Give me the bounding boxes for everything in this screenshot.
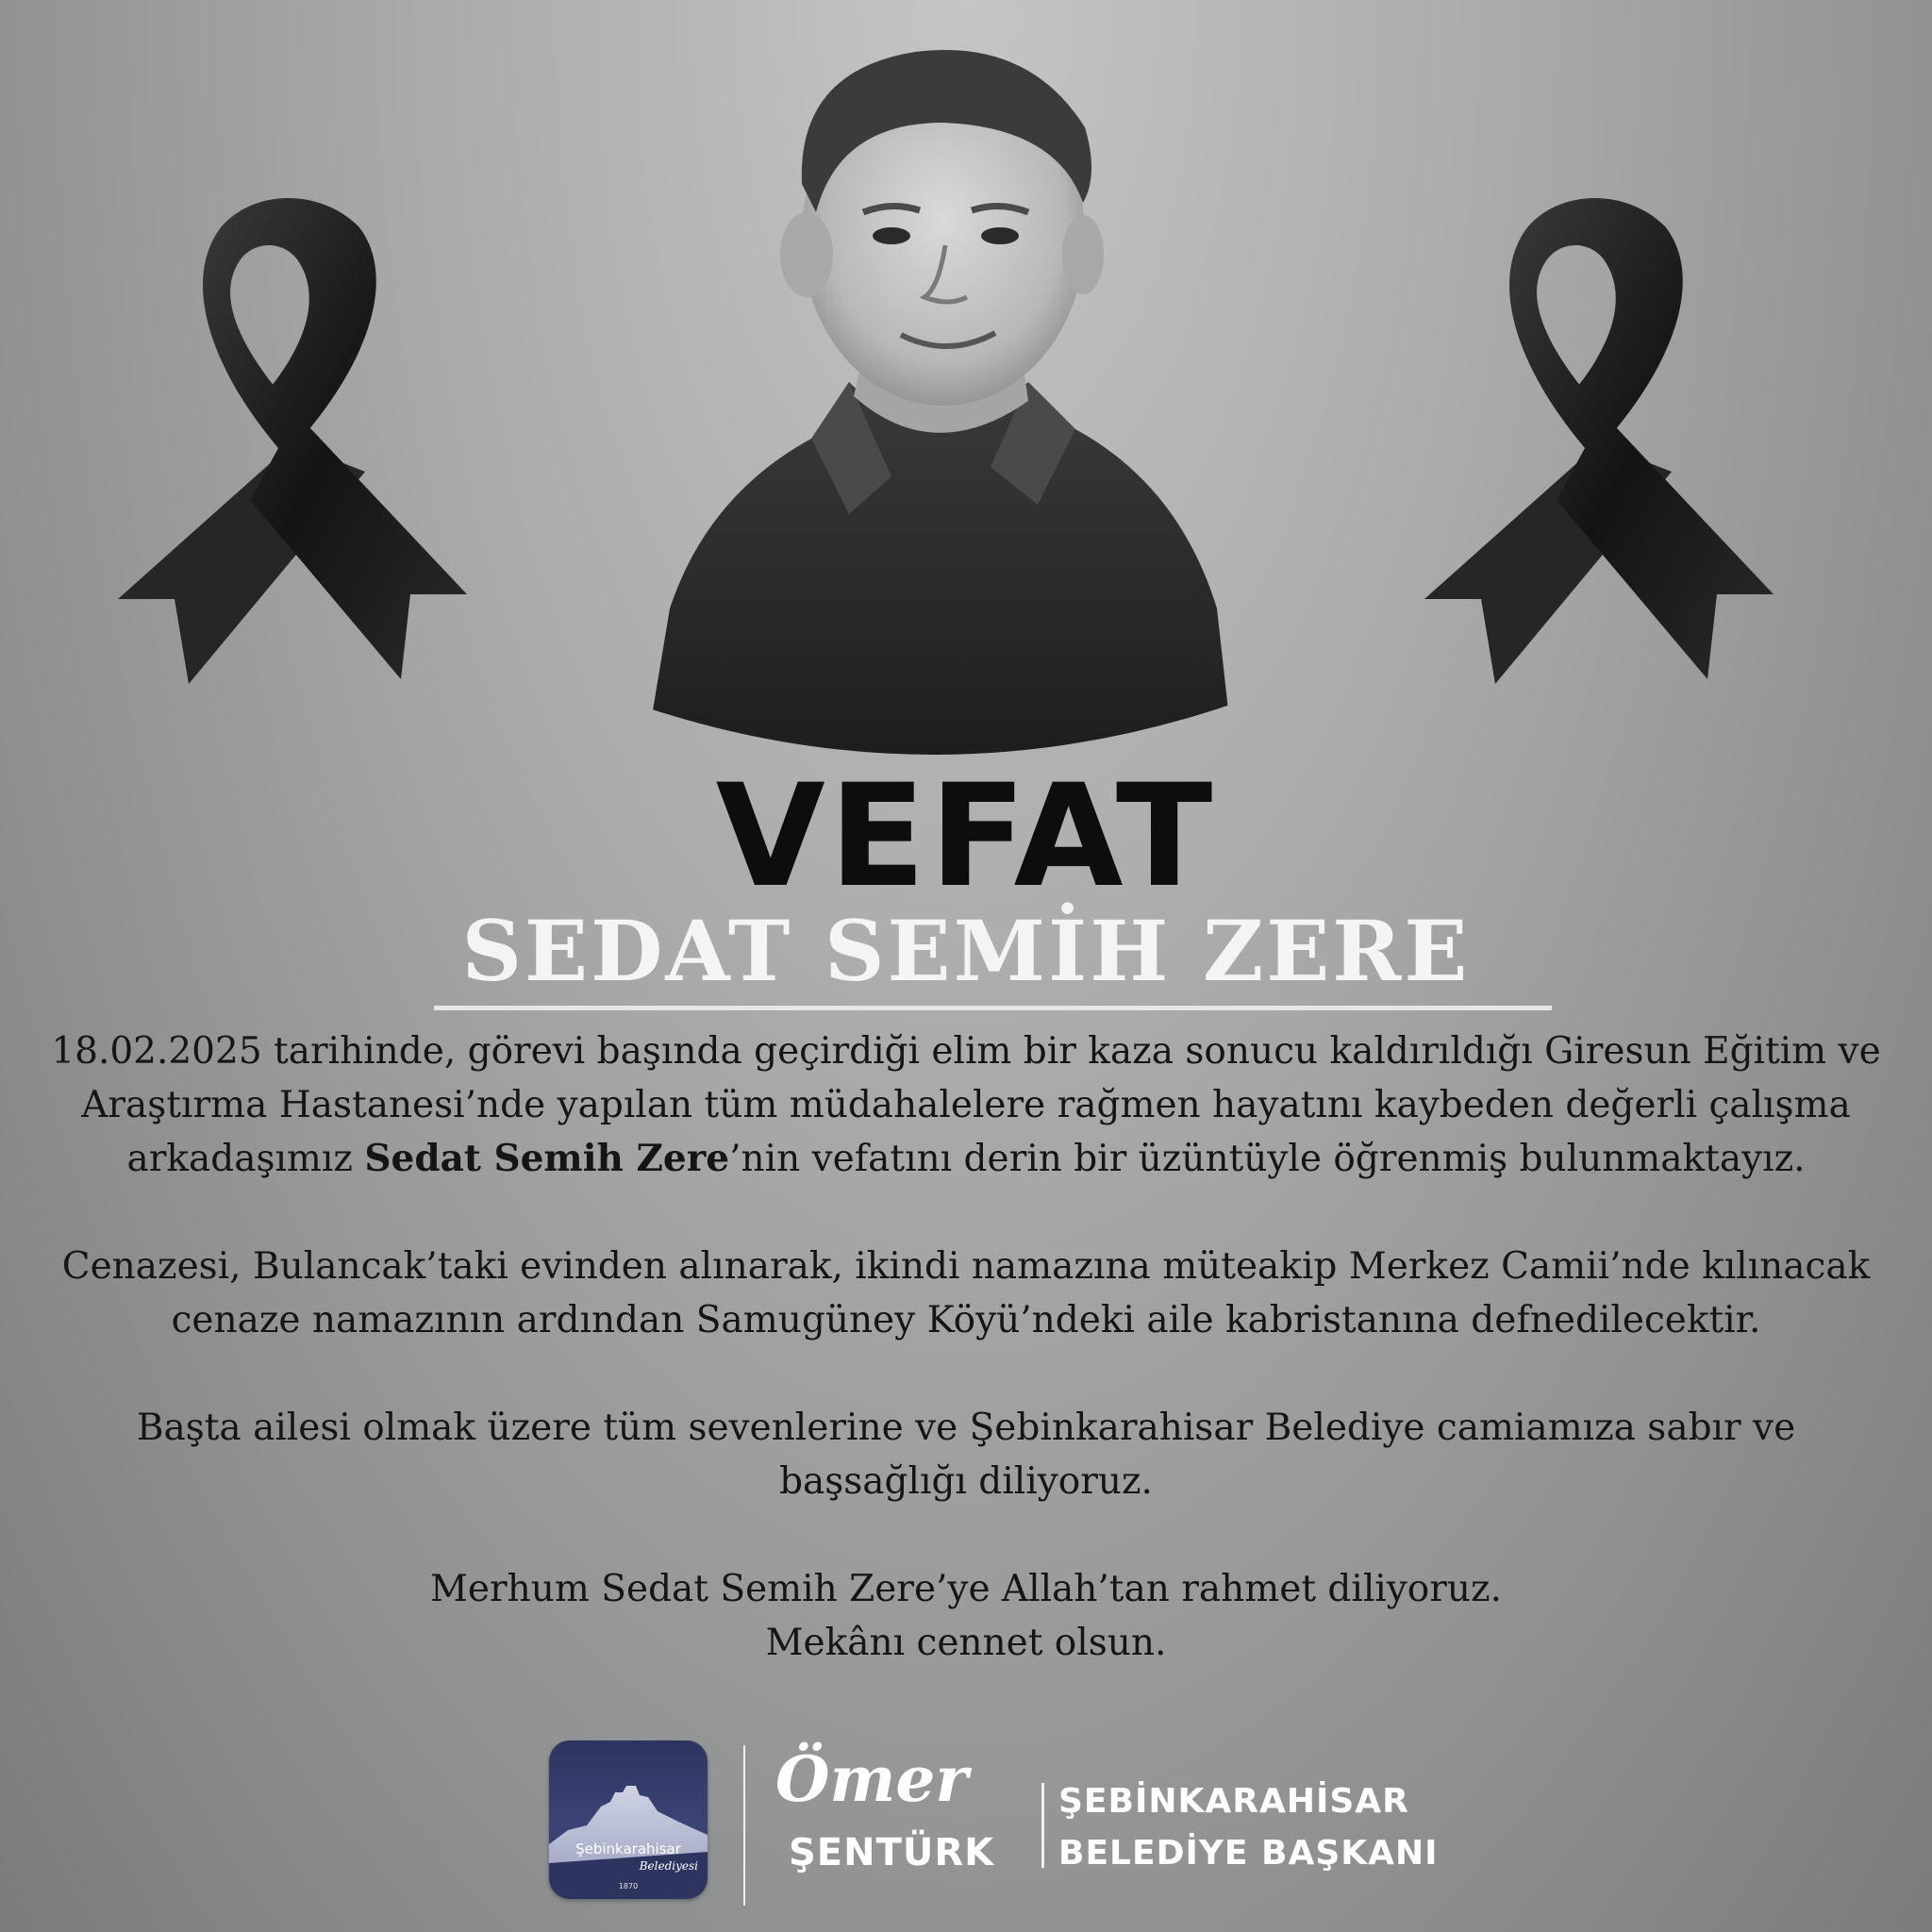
footer [0, 1740, 1932, 1910]
paragraph-2: Cenazesi, Bulancak’taki evinden alınarak, ikindi namazına müteakip Merkez Camii’nde kılınacak cenaze namazının ardından Samugüney Köyü’ndeki aile kabristanına defnedilecektir. [61, 1245, 1871, 1341]
signature-last-name: ŞENTÜRK [789, 1831, 995, 1874]
deceased-name: SEDAT SEMİH ZERE [461, 902, 1471, 1000]
deceased-name-inline: Sedat Semih Zere [364, 1137, 730, 1180]
name-underline [434, 1006, 1552, 1010]
castle-silhouette-icon [549, 1740, 708, 1899]
paragraph-1: 18.02.2025 tarihinde, görevi başında geçirdiği elim bir kaza sonucu kaldırıldığı Giresun Eğitim ve Araştırma Hastanesi’nde yapılan tüm müdahalelere rağmen hayatını kaybeden değerli çalışma arkadaşımız Sedat Semih Zere’nin vefatını derin bir üzüntüyle öğrenmiş bulunmaktayız. [51, 1030, 1881, 1180]
logo-text: Şebinkarahisar [575, 1840, 681, 1857]
page-title: VEFAT [715, 755, 1217, 919]
portrait-photo [632, 24, 1236, 778]
position-line-1: ŞEBİNKARAHİSAR [1058, 1782, 1409, 1821]
footer-divider-2 [1041, 1783, 1044, 1868]
footer-divider [743, 1745, 745, 1906]
logo-subtext: Belediyesi [639, 1859, 698, 1873]
signature-first-name: Ömer [775, 1742, 969, 1816]
mourning-ribbon-right-icon [1396, 189, 1792, 689]
logo-year: 1870 [618, 1882, 639, 1890]
position-line-2: BELEDİYE BAŞKANI [1058, 1834, 1439, 1873]
mourning-ribbon-left-icon [90, 189, 486, 689]
paragraph-4: Merhum Sedat Semih Zere’ye Allah’tan rahmet diliyoruz. Mekânı cennet olsun. [430, 1568, 1502, 1664]
municipality-logo [549, 1740, 708, 1899]
announcement-text [38, 1024, 1894, 1724]
paragraph-3: Başta ailesi olmak üzere tüm sevenlerine ve Şebinkarahisar Belediye camiamıza sabır ve başsağlığı diliyoruz. [136, 1407, 1796, 1503]
